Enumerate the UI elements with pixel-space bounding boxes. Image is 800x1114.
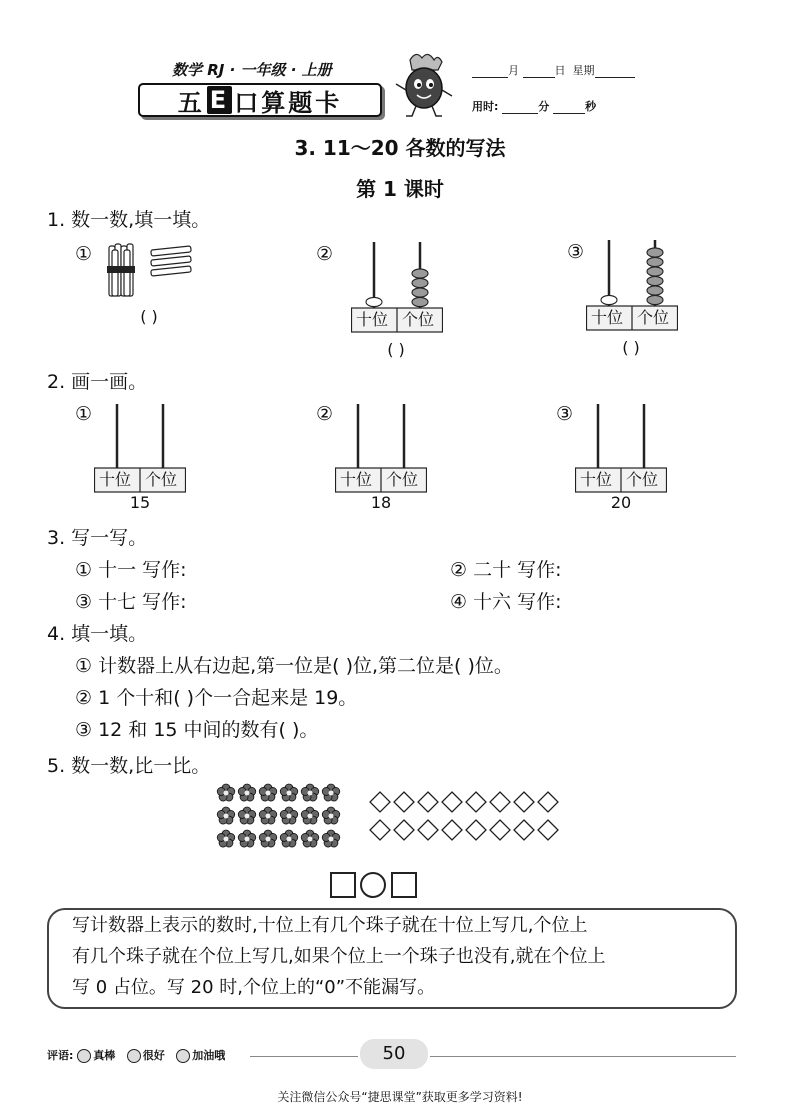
q1-2-ones-bead	[412, 269, 428, 278]
q2-item2-tens-label: 十位	[340, 470, 373, 489]
q1-item3-num: ③	[567, 241, 585, 263]
flower-icon	[238, 807, 256, 824]
q1-3-ones-bead	[647, 248, 663, 257]
rating-cheer: 加油哦	[192, 1049, 226, 1062]
date-weekday: 星期	[572, 64, 595, 77]
rating-great: 真棒	[93, 1049, 116, 1062]
diamond-icon	[370, 792, 390, 812]
flower-icon	[280, 807, 298, 824]
q1-2-ones-bead	[412, 297, 428, 306]
diamond-icon	[538, 820, 558, 840]
diamond-icon	[490, 792, 510, 812]
flower-icon	[259, 830, 277, 847]
q2-item3-num: ③	[556, 403, 574, 425]
diamond-icon	[538, 792, 558, 812]
diamond-icon	[442, 792, 462, 812]
tips-line3: 写 0 占位。写 20 时,个位上的“0”不能漏写。	[72, 977, 436, 998]
q1-3-ones-bead	[647, 267, 663, 276]
brand-part1: 五	[177, 88, 205, 117]
q1-item2-tens-label: 十位	[356, 310, 389, 329]
q4-line3: ③ 12 和 15 中间的数有( )。	[75, 719, 319, 741]
lesson-subtitle: 第 1 课时	[356, 177, 444, 201]
flower-icon	[217, 784, 235, 801]
date-line	[472, 64, 635, 78]
date-month: 月	[508, 64, 519, 77]
q1-item2-answer: ( )	[387, 340, 405, 359]
q1-3-ones-bead	[647, 295, 663, 304]
diamond-icon	[466, 792, 486, 812]
cheer-face-icon	[176, 1049, 190, 1063]
q2-item1-ones-label: 个位	[145, 470, 178, 489]
diamond-icon	[394, 792, 414, 812]
footer-notice: 关注微信公众号“捷思课堂”获取更多学习资料!	[277, 1090, 523, 1104]
tens-beads	[366, 297, 382, 306]
brand-logo	[138, 83, 382, 117]
q1-3-ones-bead	[647, 286, 663, 295]
q1-item3-ones-label: 个位	[637, 308, 670, 327]
q1-item3-answer: ( )	[622, 338, 640, 357]
diamond-icon	[418, 792, 438, 812]
flower-icon	[301, 830, 319, 847]
q3-item3: ③ 十七 写作:	[75, 591, 187, 613]
diamond-icon	[514, 792, 534, 812]
tips-line2: 有几个珠子就在个位上写几,如果个位上一个珠子也没有,就在个位上	[72, 946, 606, 967]
q2-item2-ones-label: 个位	[386, 470, 419, 489]
flower-icon	[259, 784, 277, 801]
q2-item1-tens-label: 十位	[99, 470, 132, 489]
time-line	[472, 100, 596, 114]
footer-divider-right	[430, 1056, 736, 1057]
diamond-icon	[370, 820, 390, 840]
flower-icon	[238, 830, 256, 847]
flower-icon	[322, 807, 340, 824]
diamond-icon	[442, 820, 462, 840]
compare-box-right[interactable]	[391, 872, 417, 898]
footer-divider-left	[250, 1056, 358, 1057]
q2-item1-num: ①	[75, 403, 93, 425]
q3-item4: ④ 十六 写作:	[450, 591, 562, 613]
time-minute: 分	[538, 100, 550, 113]
diamond-icon	[490, 820, 510, 840]
flower-icon	[301, 784, 319, 801]
q4-line2: ② 1 个十和( )个一合起来是 19。	[75, 687, 358, 709]
flower-icon	[322, 784, 340, 801]
flower-icon	[280, 784, 298, 801]
flower-icon	[238, 784, 256, 801]
brand-part2: E	[207, 86, 232, 114]
brand-part3: 口算题卡	[234, 88, 343, 117]
flower-icon	[217, 807, 235, 824]
q2-item1-value: 15	[129, 493, 151, 512]
great-face-icon	[77, 1049, 91, 1063]
diamond-icon	[466, 820, 486, 840]
q2-item3-value: 20	[610, 493, 632, 512]
q1-2-ones-bead	[412, 288, 428, 297]
time-label: 用时:	[472, 100, 499, 113]
q2-item2-value: 18	[370, 493, 392, 512]
mascot-icon	[388, 50, 458, 120]
tips-line1: 写计数器上表示的数时,十位上有几个珠子就在十位上写几,个位上	[72, 915, 588, 936]
q5-title: 5. 数一数,比一比。	[47, 755, 211, 777]
q1-3-ones-bead	[647, 276, 663, 285]
compare-circle[interactable]	[360, 872, 386, 898]
flower-icon	[280, 830, 298, 847]
flower-icon	[322, 830, 340, 847]
q4-line1: ① 计数器上从右边起,第一位是( )位,第二位是( )位。	[75, 655, 513, 677]
q1-title: 1. 数一数,填一填。	[47, 209, 211, 231]
q2-item2-num: ②	[316, 403, 334, 425]
diamond-icon	[394, 820, 414, 840]
q2-item3-ones-label: 个位	[626, 470, 659, 489]
compare-box-left[interactable]	[330, 872, 356, 898]
lesson-title: 3. 11～20 各数的写法	[294, 136, 506, 160]
ones-beads	[412, 269, 428, 307]
rating-label: 评语:	[47, 1049, 74, 1062]
q3-title: 3. 写一写。	[47, 527, 148, 549]
q1-2-tens-bead	[366, 297, 382, 306]
q1-item2-num: ②	[316, 243, 334, 265]
q1-item2-ones-label: 个位	[402, 310, 435, 329]
diamond-icon	[418, 820, 438, 840]
rating-good: 很好	[142, 1049, 165, 1062]
q1-3-ones-bead	[647, 257, 663, 266]
rating-row	[47, 1049, 225, 1063]
flower-icon	[259, 807, 277, 824]
page-number: 50	[360, 1039, 428, 1069]
diamond-grid	[368, 790, 564, 844]
q3-item2: ② 二十 写作:	[450, 559, 562, 581]
book-info: 数学 RJ · 一年级 · 上册	[172, 61, 332, 79]
q4-title: 4. 填一填。	[47, 623, 148, 645]
q3-item1: ① 十一 写作:	[75, 559, 187, 581]
flower-icon	[217, 830, 235, 847]
q2-item3-tens-label: 十位	[580, 470, 613, 489]
q1-item1-num: ①	[75, 243, 93, 265]
q1-2-ones-bead	[412, 278, 428, 287]
q1-3-tens-bead	[601, 295, 617, 304]
flower-grid	[215, 782, 345, 850]
flower-icon	[301, 807, 319, 824]
q1-item3-tens-label: 十位	[591, 308, 624, 327]
good-face-icon	[127, 1049, 141, 1063]
time-second: 秒	[585, 100, 597, 113]
stick-bundle-icon	[105, 242, 195, 302]
date-day: 日	[554, 64, 566, 77]
q2-title: 2. 画一画。	[47, 371, 148, 393]
q1-item1-answer: ( )	[140, 307, 158, 326]
diamond-icon	[514, 820, 534, 840]
